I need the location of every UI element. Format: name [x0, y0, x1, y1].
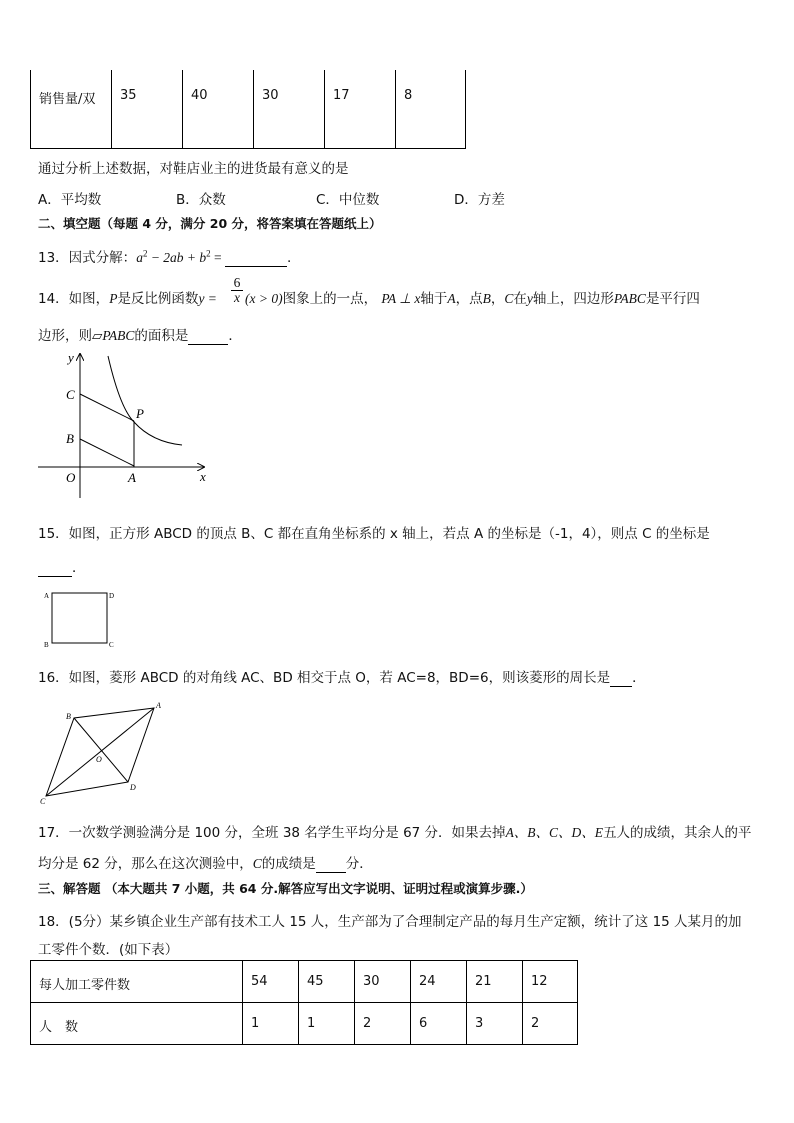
q17-line1 [38, 821, 752, 841]
q14-text4: ，点 [455, 291, 483, 307]
sales-label: 销售量/双 [39, 92, 96, 107]
cell-value: 2 [363, 1016, 372, 1031]
table-cell [467, 961, 523, 1003]
q13-b: b [199, 250, 207, 265]
figure-16 [36, 698, 176, 808]
section-2-title: 二、填空题（每题 4 分，满分 20 分，将答案填在答题纸上） [38, 216, 382, 231]
label-c: C [40, 797, 46, 806]
q13 [38, 246, 291, 267]
q14-b: B [482, 291, 491, 306]
q17-names: A、B、C、D、E [505, 825, 604, 840]
q16-end: ． [632, 670, 646, 686]
q14-text: 是反比例函数 [117, 291, 199, 307]
q17-c: C [252, 856, 262, 871]
q15-line2 [38, 556, 86, 577]
parts-table [30, 960, 578, 1045]
q14-pa: PA ⊥ x [381, 291, 421, 306]
q14-answer-blank[interactable] [188, 328, 228, 345]
table-label [31, 1003, 243, 1045]
cell-value: 3 [475, 1016, 484, 1031]
q14-c: C [504, 291, 514, 306]
table-cell [355, 1003, 411, 1045]
hyperbola-curve [108, 356, 182, 445]
q13-a: a [136, 250, 143, 265]
label-a: A [128, 470, 136, 485]
q14-l2-pabc: PABC [102, 328, 135, 343]
q14-line2 [38, 324, 242, 345]
segment-cp [80, 394, 134, 421]
q17-text2: 五人的成绩，其余人的平 [603, 825, 752, 841]
q14-line1 [38, 287, 217, 307]
cell-value: 35 [120, 88, 137, 103]
cell-value: 21 [475, 974, 492, 989]
cell-value: 1 [307, 1016, 316, 1031]
q15-end: ． [72, 560, 86, 576]
table-cell [523, 961, 578, 1003]
sales-table [30, 70, 466, 149]
q14-cond: (x > 0) [245, 291, 283, 306]
label-b: B [66, 712, 71, 721]
q14-l2-end: ． [228, 328, 242, 344]
label-o: O [66, 470, 76, 485]
q14-num: 14．如图， [38, 291, 110, 307]
cell-value: 54 [251, 974, 268, 989]
q14-p: P [109, 291, 118, 306]
table-cell [112, 70, 183, 148]
q13-sup: 2 [142, 248, 148, 259]
cell-value: 6 [419, 1016, 428, 1031]
label-x: x [200, 469, 206, 484]
q15-answer-blank[interactable] [38, 560, 72, 577]
table-cell [396, 70, 466, 148]
cell-value: 40 [191, 88, 208, 103]
cell-value: 1 [251, 1016, 260, 1031]
q18-line1: 18．(5分）某乡镇企业生产部有技术工人 15 人，生产部为了合理制定产品的每月生产定额，统计了这 15 人某月的加 [38, 914, 742, 930]
q14-text7: 轴上，四边形 [532, 291, 614, 307]
cell-value: 2 [531, 1016, 540, 1031]
q17-answer-blank[interactable] [316, 856, 346, 873]
cell-value: 24 [419, 974, 436, 989]
q14-text5: ， [490, 291, 505, 307]
label-c: C [109, 641, 114, 649]
q15-line1: 15．如图，正方形 ABCD 的顶点 B、C 都在直角坐标系的 x 轴上，若点 A 的坐标是（-1，4），则点 C 的坐标是 [38, 526, 710, 542]
diagonal-bd [74, 718, 128, 782]
label-p: P [136, 406, 144, 421]
label-y: y [68, 350, 74, 365]
q16 [38, 666, 646, 687]
q13-sup2: 2 [206, 248, 211, 259]
table-cell [523, 1003, 578, 1045]
table-label [31, 70, 112, 148]
cell-value: 45 [307, 974, 324, 989]
cell-value: 30 [363, 974, 380, 989]
frac-num: 6 [231, 276, 243, 291]
section-3-title: 三、解答题 （本大题共 7 小题，共 64 分.解答应写出文字说明、证明过程或演算步骤.） [38, 881, 533, 896]
table-cell [411, 1003, 467, 1045]
figure-14 [30, 348, 220, 498]
label-b: B [66, 431, 74, 446]
q14-fraction [231, 276, 243, 305]
q17-text1: 17．一次数学测验满分是 100 分，全班 38 名学生平均分是 67 分．如果去掉 [38, 825, 506, 841]
q14-pabc: PABC [613, 291, 646, 306]
table-cell [243, 961, 299, 1003]
table-cell [183, 70, 254, 148]
q17-l2a: 均分是 62 分，那么在这次测验中， [38, 856, 253, 872]
q14-l2a: 边形，则▱ [38, 328, 103, 344]
row1-label: 每人加工零件数 [39, 978, 131, 993]
q14-text6: 在 [513, 291, 527, 307]
q17-l2c: 分． [345, 856, 373, 872]
q12-option-a: A．平均数 [38, 192, 102, 208]
cell-value: 8 [404, 88, 413, 103]
q13-suffix: . [287, 250, 292, 266]
q13-eq: = [210, 250, 226, 265]
label-d: D [109, 592, 115, 600]
figure-15 [42, 586, 122, 650]
label-c: C [66, 387, 75, 402]
cell-value: 30 [262, 88, 279, 103]
q17-line2 [38, 852, 373, 873]
label-b: B [44, 641, 49, 649]
label-d: D [130, 783, 136, 792]
table-cell [325, 70, 396, 148]
q17-l2b: 的成绩是 [261, 856, 316, 872]
q14-y-eq: y = [198, 291, 217, 306]
q18-line2: 工零件个数．(如下表） [38, 942, 179, 958]
square-abcd [52, 593, 107, 643]
q14-line1b [245, 287, 700, 307]
q14-l2b: 的面积是 [134, 328, 189, 344]
cell-value: 17 [333, 88, 350, 103]
q14-text2: 图象上的一点， [282, 291, 378, 307]
label-o: O [96, 755, 102, 764]
row2-label: 人 数 [39, 1020, 79, 1035]
table-label [31, 961, 243, 1003]
table-cell [254, 70, 325, 148]
frac-den: x [234, 290, 240, 305]
table-cell [299, 1003, 355, 1045]
q14-text3: 轴于 [420, 291, 448, 307]
q13-answer-blank[interactable] [225, 250, 287, 267]
segment-bA [80, 439, 134, 466]
q16-answer-blank[interactable] [610, 670, 632, 687]
q14-a: A [447, 291, 456, 306]
table-cell [299, 961, 355, 1003]
q16-text: 16．如图，菱形 ABCD 的对角线 AC、BD 相交于点 O，若 AC=8，BD=6，则该菱形的周长是 [38, 670, 611, 686]
label-a: A [44, 592, 50, 600]
q12-option-b: B．众数 [176, 192, 226, 208]
q12-stem: 通过分析上述数据，对鞋店业主的进货最有意义的是 [38, 161, 349, 177]
table-cell [411, 961, 467, 1003]
table-cell [355, 961, 411, 1003]
q13-mid: − 2ab + [147, 250, 200, 265]
q14-text8: 是平行四 [645, 291, 700, 307]
q14-y: y [526, 291, 533, 306]
cell-value: 12 [531, 974, 548, 989]
table-cell [467, 1003, 523, 1045]
q12-option-d: D．方差 [454, 192, 505, 208]
q13-prefix: 13．因式分解： [38, 250, 137, 266]
q12-option-c: C．中位数 [316, 192, 380, 208]
label-a: A [156, 701, 161, 710]
table-cell [243, 1003, 299, 1045]
